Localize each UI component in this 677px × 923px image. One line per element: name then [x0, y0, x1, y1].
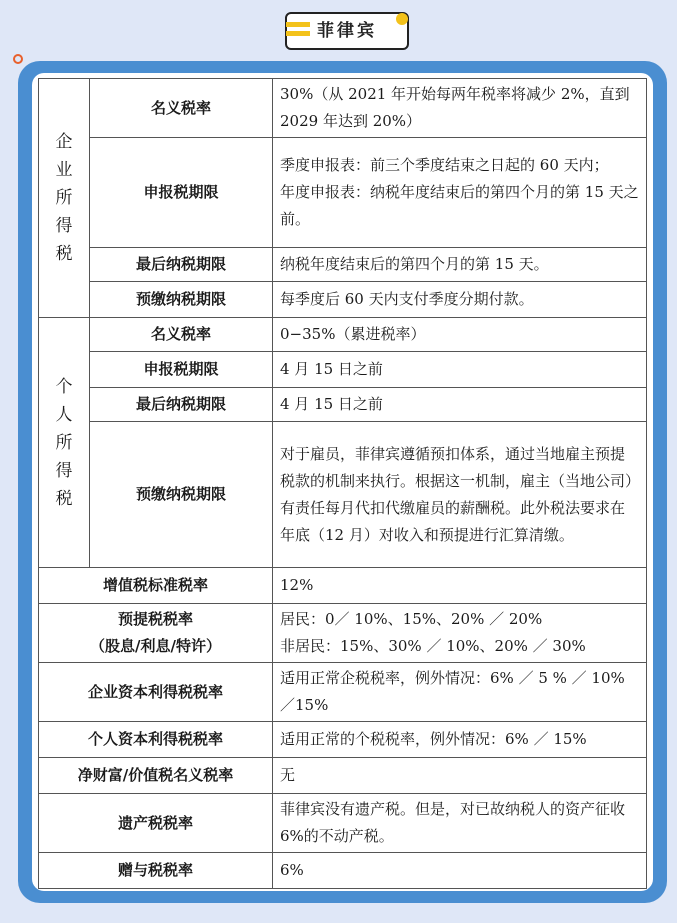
table-row [39, 722, 647, 758]
table-row [39, 138, 647, 248]
row-label-line: （股息/利息/特许） [90, 637, 221, 655]
table-row [39, 794, 647, 853]
row-value: 对于雇员，菲律宾遵循预扣体系，通过当地雇主预提税款的机制来执行。根据这一机制，雇主（当地公司）有责任每月代扣代缴雇员的薪酬税。此外税法要求在年底（12 月）对收入和预提进行汇算清缴。 [273, 422, 647, 568]
row-label: 申报税期限 [90, 138, 273, 248]
row-label: 净财富/价值税名义税率 [39, 758, 273, 794]
table-row [39, 282, 647, 318]
row-value: 4 月 15 日之前 [273, 352, 647, 388]
ring-decoration [13, 54, 23, 64]
category-corporate-tax: 企业所得税 [39, 79, 90, 318]
row-value-line: 居民：0／ 10%、15%、20% ／ 20% [280, 610, 543, 628]
table-row [39, 79, 647, 138]
row-value: 30%（从 2021 年开始每两年税率将减少 2%，直到 2029 年达到 20%） [273, 79, 647, 138]
title-dot-decoration [396, 13, 408, 25]
row-label: 遗产税税率 [39, 794, 273, 853]
table-row [39, 388, 647, 422]
table-row [39, 604, 647, 663]
table-row [39, 663, 647, 722]
row-value: 适用正常的个税税率，例外情况：6% ／ 15% [273, 722, 647, 758]
row-value-line: 非居民：15%、30% ／ 10%、20% ／ 30% [280, 637, 586, 655]
row-label: 赠与税税率 [39, 853, 273, 889]
row-value: 12% [273, 568, 647, 604]
row-value [273, 138, 647, 248]
title-bar-decoration [286, 31, 310, 36]
category-personal-tax: 个人所得税 [39, 318, 90, 568]
row-label: 企业资本利得税税率 [39, 663, 273, 722]
table-row [39, 248, 647, 282]
content-card [18, 61, 667, 903]
row-label: 预缴纳税期限 [90, 422, 273, 568]
row-value: 适用正常企税税率，例外情况：6% ／ 5 % ／ 10% ／15% [273, 663, 647, 722]
row-value-line: 季度申报表：前三个季度结束之日起的 60 天内； [280, 156, 609, 174]
row-label: 名义税率 [90, 79, 273, 138]
row-value-line: 年度申报表：纳税年度结束后的第四个月的第 15 天之前。 [280, 183, 639, 228]
title-area [0, 0, 677, 60]
row-value: 纳税年度结束后的第四个月的第 15 天。 [273, 248, 647, 282]
row-label: 名义税率 [90, 318, 273, 352]
row-value: 0−35%（累进税率） [273, 318, 647, 352]
table-row [39, 568, 647, 604]
row-value: 每季度后 60 天内支付季度分期付款。 [273, 282, 647, 318]
row-label: 个人资本利得税税率 [39, 722, 273, 758]
row-value [273, 604, 647, 663]
table-row [39, 318, 647, 352]
row-value: 6% [273, 853, 647, 889]
row-label: 增值税标准税率 [39, 568, 273, 604]
row-label [39, 604, 273, 663]
row-label: 最后纳税期限 [90, 388, 273, 422]
table-row [39, 422, 647, 568]
tax-table [38, 78, 647, 889]
row-value: 4 月 15 日之前 [273, 388, 647, 422]
row-label-line: 预提税税率 [117, 610, 193, 628]
row-label: 预缴纳税期限 [90, 282, 273, 318]
row-label: 最后纳税期限 [90, 248, 273, 282]
table-row [39, 853, 647, 889]
table-row [39, 352, 647, 388]
table-row [39, 758, 647, 794]
row-label: 申报税期限 [90, 352, 273, 388]
content-card-inner [32, 73, 653, 891]
row-value: 菲律宾没有遗产税。但是，对已故纳税人的资产征收 6%的不动产税。 [273, 794, 647, 853]
title-bar-decoration [286, 22, 310, 27]
row-value: 无 [273, 758, 647, 794]
page-title-text: 菲律宾 [317, 21, 377, 41]
